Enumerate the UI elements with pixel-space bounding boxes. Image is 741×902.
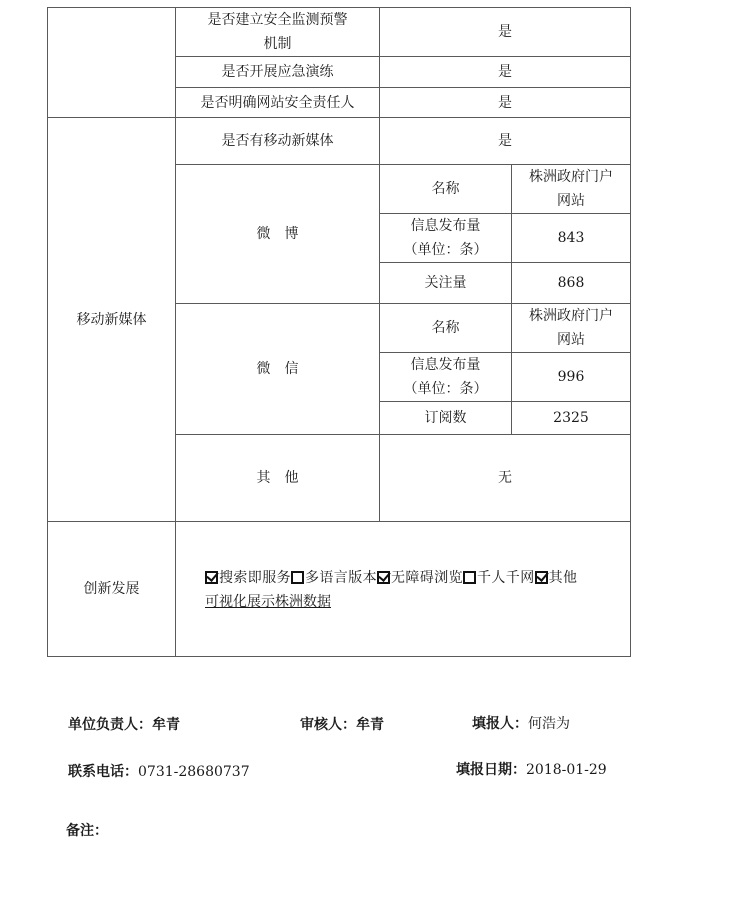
weixin-posts-label-line1: 信息发布量: [410, 357, 481, 373]
grid-line: [630, 7, 631, 657]
weibo-posts-value: 843: [557, 230, 585, 246]
drill-label: 是否开展应急演练: [221, 64, 334, 80]
option-label: 多语言版本: [305, 570, 377, 586]
weibo-posts-label: [380, 214, 511, 262]
weibo-label: 微博: [256, 226, 313, 242]
responsible-value: 是: [498, 94, 512, 111]
filler: [472, 713, 570, 733]
option-label: 千人千网: [477, 570, 535, 586]
filler-value: 何浩为: [528, 716, 570, 732]
monitoring-label: [176, 8, 379, 56]
weibo-posts-label-line2: （单位：条）: [403, 242, 488, 258]
weixin-name-label: 名称: [431, 320, 460, 336]
weibo-name-label: 名称: [431, 181, 460, 197]
weixin-posts-value: 996: [557, 369, 585, 385]
mobile-section-label: 移动新媒体: [76, 311, 147, 328]
monitoring-label-line1: 是否建立安全监测预警: [207, 12, 348, 28]
other-text-value: 可视化展示株洲数据: [205, 594, 331, 610]
fill-date: [456, 759, 607, 779]
other-media-label: 其他: [256, 470, 313, 486]
reviewer-label: 审核人：: [300, 717, 356, 733]
phone: [68, 761, 250, 781]
reviewer: [300, 714, 384, 734]
checkbox-search-service[interactable]: [205, 571, 218, 584]
weibo-follow-label: 关注量: [424, 275, 467, 291]
filler-label: 填报人：: [472, 716, 528, 732]
monitoring-label-line2: 机制: [263, 36, 292, 52]
phone-label: 联系电话：: [68, 764, 138, 780]
monitoring-value: 是: [498, 24, 512, 40]
unit-head-label: 单位负责人：: [68, 717, 152, 733]
checkbox-accessibility[interactable]: [377, 571, 390, 584]
option-label: 其他: [548, 570, 578, 586]
innovation-other-text: [205, 590, 630, 614]
weixin-name-value: [512, 304, 630, 352]
grid-line: [47, 656, 631, 657]
reviewer-value: 牟青: [356, 717, 384, 733]
weibo-name-value: [512, 165, 630, 213]
weibo-name-line1: 株洲政府门户: [529, 169, 613, 185]
innovation-section-label: 创新发展: [83, 581, 140, 597]
weixin-posts-label: [380, 353, 511, 401]
weixin-subs-label: 订阅数: [424, 410, 467, 426]
weixin-subs-value: 2325: [553, 410, 589, 426]
innovation-checkbox-row: [205, 566, 630, 590]
weibo-follow-value: 868: [557, 275, 585, 291]
remarks-label: 备注：: [66, 823, 108, 839]
checkbox-personalized[interactable]: [463, 571, 476, 584]
date-value: 2018-01-29: [526, 762, 607, 778]
has-mobile-value: 是: [498, 133, 512, 149]
date-label: 填报日期：: [456, 762, 526, 778]
checkbox-other[interactable]: [535, 571, 548, 584]
innovation-options: [205, 566, 630, 614]
option-label: 无障碍浏览: [391, 570, 463, 586]
weixin-name-line1: 株洲政府门户: [529, 308, 613, 324]
has-mobile-label: 是否有移动新媒体: [221, 133, 334, 149]
phone-value: 0731-28680737: [138, 764, 250, 780]
drill-value: 是: [498, 64, 512, 80]
option-label: 搜索即服务: [219, 570, 291, 586]
weixin-name-line2: 网站: [557, 332, 585, 348]
weixin-label: 微信: [256, 361, 313, 377]
other-media-value: 无: [498, 470, 512, 486]
unit-head: [68, 714, 180, 734]
responsible-label: 是否明确网站安全责任人: [200, 94, 355, 111]
checkbox-multilingual[interactable]: [291, 571, 304, 584]
remarks: [66, 820, 108, 840]
weixin-posts-label-line2: （单位：条）: [403, 381, 488, 397]
weibo-name-line2: 网站: [557, 193, 585, 209]
weibo-posts-label-line1: 信息发布量: [410, 218, 481, 234]
unit-head-value: 牟青: [152, 717, 180, 733]
